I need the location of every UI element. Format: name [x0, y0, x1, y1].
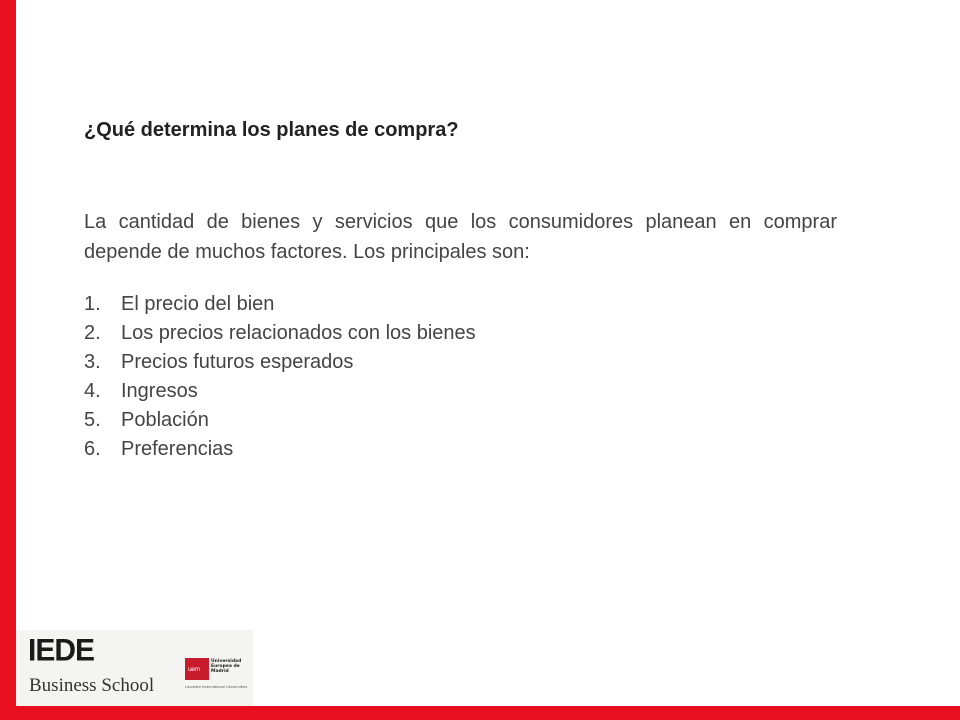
uem-mark-text: uem: [188, 666, 200, 673]
list-item-text: Población: [121, 409, 209, 431]
iede-logo: IEDE: [28, 633, 95, 668]
list-item-text: El precio del bien: [121, 293, 275, 315]
list-item-number: 4.: [84, 380, 101, 402]
footer-logo-panel: [16, 630, 253, 706]
list-item: [84, 406, 784, 435]
list-item: [84, 290, 784, 319]
list-item-text: Preferencias: [121, 438, 234, 460]
uem-logo: [185, 658, 249, 694]
list-item: [84, 377, 784, 406]
list-item-text: Precios futuros esperados: [121, 351, 354, 373]
list-item-number: 6.: [84, 438, 101, 460]
list-item-number: 3.: [84, 351, 101, 373]
business-school-label: Business School: [29, 675, 155, 696]
bottom-accent-bar: [0, 706, 960, 720]
list-item-number: 2.: [84, 322, 101, 344]
list-item-number: 5.: [84, 409, 101, 431]
uem-logo-mark: [185, 658, 209, 680]
list-item-number: 1.: [84, 293, 101, 315]
uem-name: Universidad Europea de Madrid: [211, 659, 242, 674]
list-item: [84, 348, 784, 377]
list-item: [84, 435, 784, 464]
list-item: [84, 319, 784, 348]
list-item-text: Ingresos: [121, 380, 198, 402]
factor-list: [84, 290, 784, 464]
uem-tagline: Laureate International Universities: [185, 685, 248, 689]
slide-heading: ¿Qué determina los planes de compra?: [84, 119, 459, 141]
list-item-text: Los precios relacionados con los bienes: [121, 322, 476, 344]
intro-paragraph: La cantidad de bienes y servicios que los consumidores planean en comprar depende de muchos factores. Los principales son:: [84, 211, 837, 263]
left-accent-bar: [0, 0, 16, 720]
